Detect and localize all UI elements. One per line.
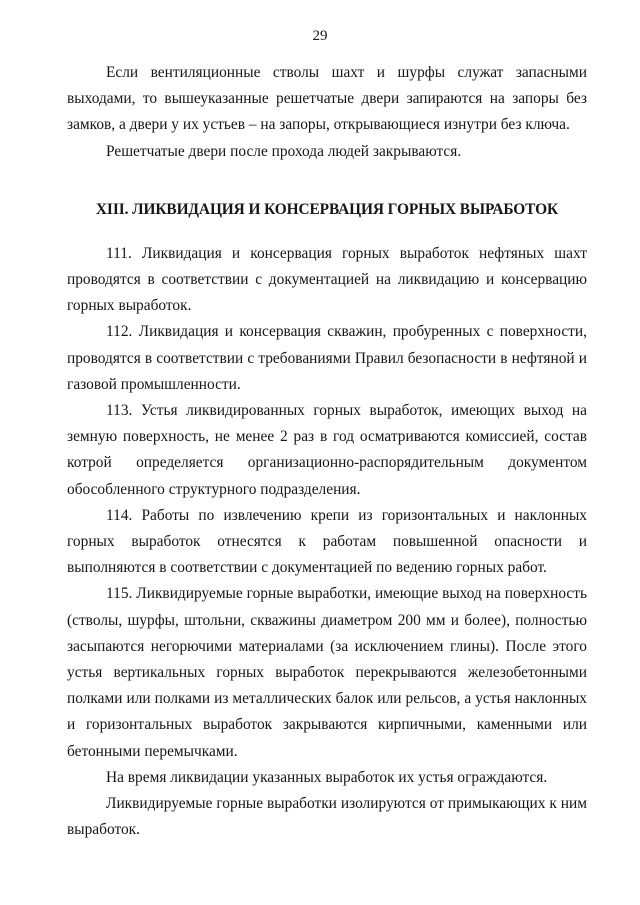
paragraph-lattice-doors: Решетчатые двери после прохода людей закрываются. [106, 142, 462, 160]
paragraph-112: 112. Ликвидация и консервация скважин, пробуренных с поверхности, проводятся в соответствии с требованиями Правил безопасности в нефтяной и газовой промышленности. [67, 323, 587, 393]
page-content [67, 60, 587, 843]
page-number: 29 [312, 28, 328, 44]
paragraph-111: 111. Ликвидация и консервация горных выработок нефтяных шахт проводятся в соответствии с документацией на ликвидацию и консервацию горных выработок. [67, 244, 587, 315]
section-heading: XIII. ЛИКВИДАЦИЯ И КОНСЕРВАЦИЯ ГОРНЫХ ВЫРАБОТОК [95, 200, 559, 218]
paragraph-114: 114. Работы по извлечению крепи из горизонтальных и наклонных горных выработок отнесятся к работам повышенной опасности и выполняются в соответствии с документацией по ведению горных работ. [67, 506, 587, 577]
paragraph-fencing: На время ликвидации указанных выработок их устья ограждаются. [106, 768, 548, 786]
paragraph-115: 115. Ликвидируемые горные выработки, имеющие выход на поверхность (стволы, шурфы, штольни, скважины диаметром 200 мм и более), полностью засыпаются негорючими материалами (за исключением глины). После этого устья вертикальных горных выработок перекрываются железобетонными полками или полками из металлических балок или рельсов, а устья наклонных и горизонтальных выработок закрываются кирпичными, каменными или бетонными перемычками. [67, 585, 587, 760]
paragraph-emergency-exits: Если вентиляционные стволы шахт и шурфы служат запасными выходами, то вышеуказанные решетчатые двери запираются на запоры без замков, а двери у их устьев – на запоры, открывающиеся изнутри без ключа. [67, 64, 587, 134]
paragraph-113: 113. Устья ликвидированных горных выработок, имеющих выход на земную поверхность, не менее 2 раз в год осматриваются комиссией, состав котрой определяется организационно-распорядительным документом обособленного структурного подразделения. [67, 402, 587, 498]
paragraph-isolation: Ликвидируемые горные выработки изолируются от примыкающих к ним выработок. [67, 795, 587, 839]
